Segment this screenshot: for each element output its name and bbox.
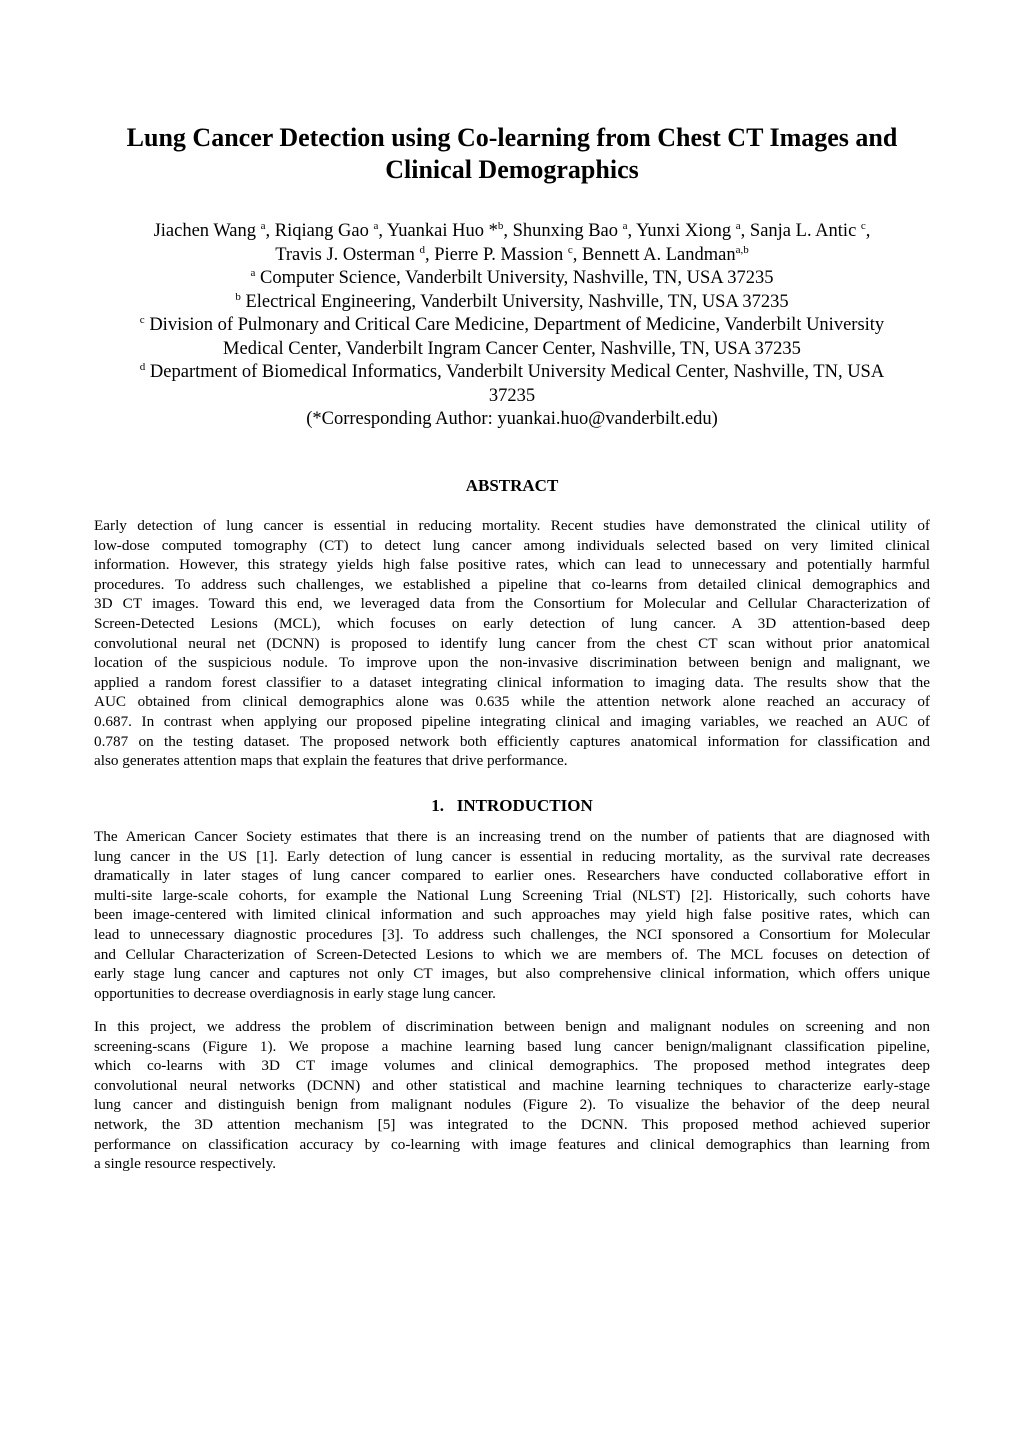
text-line: multi-site large-scale cohorts, for example the National Lung Screening Trial (NLST) [2]. Historically, such cohorts have [94,886,930,904]
text-line: procedures. To address such challenges, we established a pipeline that co-learns from detailed clinical demographics and [94,575,930,593]
text-line: low-dose computed tomography (CT) to detect lung cancer among individuals selected based on very limited clinical [94,536,930,554]
text-line: lead to unnecessary diagnostic procedures [3]. To address such challenges, the NCI sponsored a Consortium for Molecular [94,925,930,943]
author-name: , Riqiang Gao [265,221,374,241]
affiliation-c-cont: Medical Center, Vanderbilt Ingram Cancer Center, Nashville, TN, USA 37235 [223,338,801,359]
text-line: AUC obtained from clinical demographics alone was 0.635 while the attention network alone reached an accuracy of [94,693,930,711]
introduction-heading: 1. INTRODUCTION [431,796,593,815]
affiliation-text: Computer Science, Vanderbilt University, Nashville, TN, USA 37235 [255,268,774,288]
abstract-paragraph [94,516,930,771]
affiliation-mark: a [622,220,628,232]
intro-paragraph-1 [94,827,930,1003]
text-line: Early detection of lung cancer is essential in reducing mortality. Recent studies have demonstrated the clinical utility of [94,517,930,534]
text-line: dramatically in later stages of lung cancer compared to earlier ones. Researchers have conducted collaborative effort in [94,867,930,885]
text-line: lung cancer and distinguish benign from malignant nodules (Figure 2). To visualize the behavior of the deep neural [94,1096,930,1114]
abstract-heading: ABSTRACT [465,476,559,495]
text-line: 0.687. In contrast when applying our proposed pipeline integrating clinical and imaging variables, we reached an AUC of [94,712,930,730]
text-line: The American Cancer Society estimates that there is an increasing trend on the number of patients that are diagnosed with [94,828,930,845]
author-name: , Yuankai Huo * [378,221,498,241]
affiliation-mark: c [860,220,866,232]
text-line: location of the suspicious nodule. To improve upon the non-invasive discrimination between benign and malignant, we [94,654,930,672]
author-separator: , [865,221,871,241]
affiliation-mark: a [260,220,266,232]
text-line: early stage lung cancer and captures not only CT images, but also comprehensive clinical information, which offers unique [94,965,930,983]
text-line: also generates attention maps that explain the features that drive performance. [94,752,568,770]
affiliation-b [80,291,944,315]
text-line: convolutional neural net (DCNN) is proposed to identify lung cancer from the chest CT scan without prior anatomical [94,634,930,652]
text-line: network, the 3D attention mechanism [5] was integrated to the DCNN. This proposed method achieved superior [94,1115,930,1133]
author-line-2 [80,244,944,268]
author-name: , Bennett A. Landman [572,244,736,265]
affiliation-mark: b [497,220,504,232]
affiliation-text: Electrical Engineering, Vanderbilt University, Nashville, TN, USA 37235 [240,291,789,312]
text-line: screening-scans (Figure 1). We propose a machine learning based lung cancer benign/malignant classification pipeline, [94,1037,930,1055]
author-name: , Shunxing Bao [503,221,623,241]
paper-title [80,122,944,186]
affiliation-a [80,267,944,291]
affiliation-text: Department of Biomedical Informatics, Vanderbilt University Medical Center, Nashville, TN, USA [145,362,885,382]
affiliation-mark: c [139,314,145,326]
affiliation-mark: a [250,267,256,279]
corresponding-author: (*Corresponding Author: yuankai.huo@vanderbilt.edu) [306,409,718,429]
intro-paragraph-2 [94,1017,930,1174]
text-line: and Cellular Characterization of Screen-Detected Lesions to which we are members of. The MCL focuses on detection of [94,945,930,963]
author-name: , Yunxi Xiong [627,221,736,241]
affiliation-mark: d [419,243,425,256]
text-line: lung cancer in the US [1]. Early detection of lung cancer is essential in reducing mortality, as the survival rate decreases [94,847,930,865]
text-line: information. However, this strategy yields high false positive rates, which can lead to unnecessary and potentially harmful [94,556,930,574]
author-name: Travis J. Osterman [275,244,420,265]
affiliation-c [80,314,944,338]
text-line: which co-learns with 3D CT image volumes and clinical demographics. The proposed method integrates deep [94,1057,930,1075]
affiliation-d-cont: 37235 [488,385,536,406]
affiliation-mark: a [735,220,741,232]
affiliation-mark: b [235,290,241,303]
affiliation-text: Division of Pulmonary and Critical Care Medicine, Department of Medicine, Vanderbilt University [144,315,885,335]
text-line: 3D CT images. Toward this end, we leveraged data from the Consortium for Molecular and Cellular Characterization of [94,595,930,613]
text-line: a single resource respectively. [94,1155,277,1173]
affiliation-mark: a [373,220,379,232]
title-line: Lung Cancer Detection using Co-learning from Chest CT Images and [126,123,898,152]
text-line: In this project, we address the problem of discrimination between benign and malignant nodules on screening and non [94,1018,930,1035]
author-line-1 [80,220,944,244]
title-line: Clinical Demographics [385,155,639,184]
author-name: Jiachen Wang [153,221,261,241]
text-line: performance on classification accuracy by co-learning with image features and clinical demographics than learning from [94,1135,930,1153]
text-line: convolutional neural networks (DCNN) and other statistical and machine learning techniques to characterize early-stage [94,1076,930,1094]
author-block [80,220,944,432]
affiliation-mark: c [567,243,573,256]
text-line: opportunities to decrease overdiagnosis in early stage lung cancer. [94,984,496,1002]
text-line: been image-centered with limited clinical information and such approaches may yield high false positive rates, which can [94,906,930,924]
text-line: applied a random forest classifier to a dataset integrating clinical information to imaging data. The results show that the [94,673,930,691]
text-line: 0.787 on the testing dataset. The proposed network both efficiently captures anatomical information for classification and [94,732,930,750]
author-name: , Sanja L. Antic [740,221,861,241]
author-name: , Pierre P. Massion [424,244,568,265]
affiliation-mark: a,b [735,243,749,256]
affiliation-d [80,361,944,385]
text-line: Screen-Detected Lesions (MCL), which focuses on early detection of lung cancer. A 3D attention-based deep [94,614,930,632]
affiliation-mark: d [139,361,146,373]
